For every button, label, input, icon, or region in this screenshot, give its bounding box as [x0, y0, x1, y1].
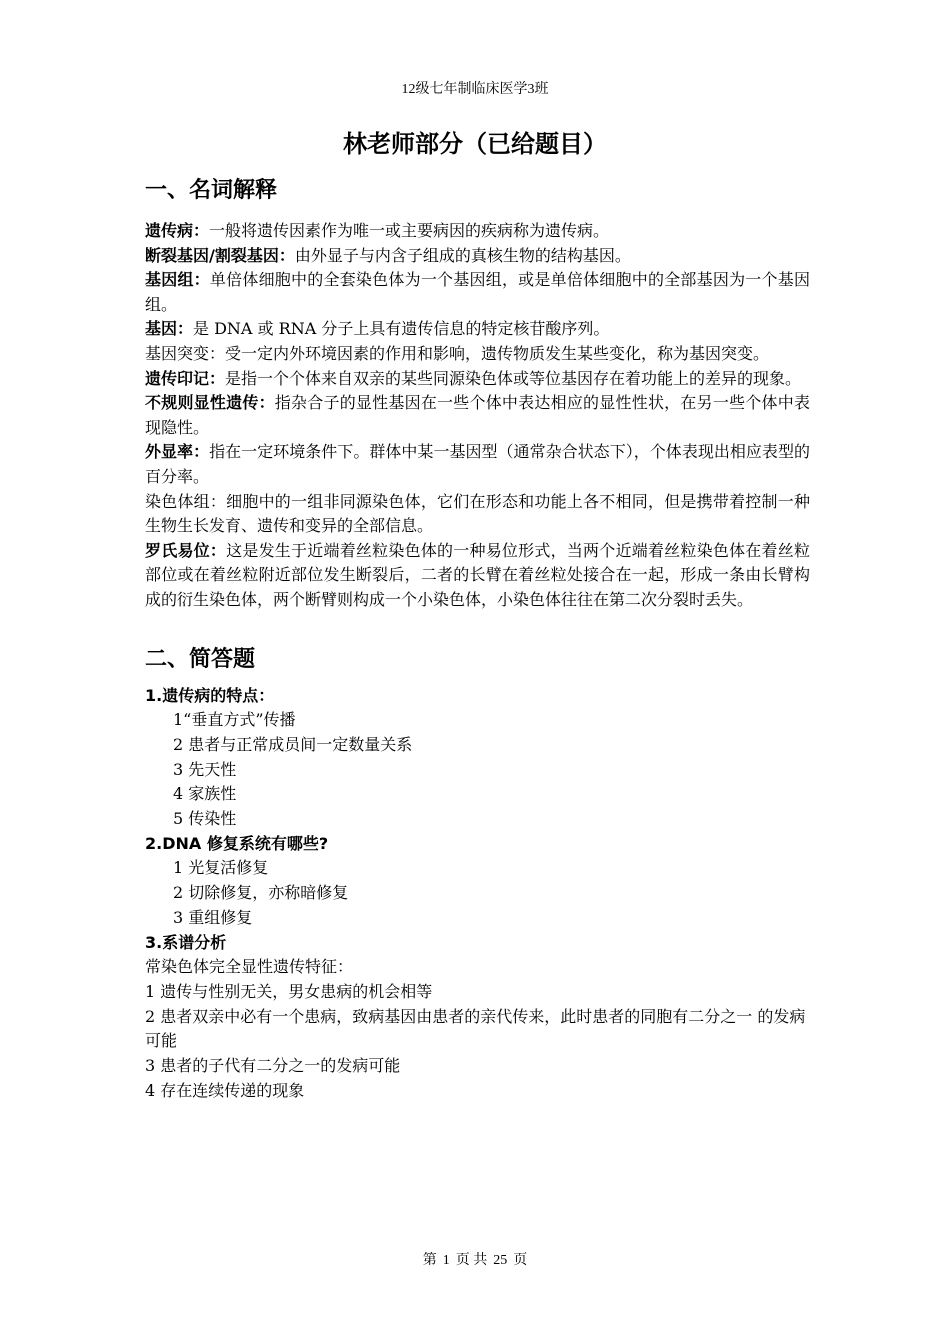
footer-mid: 页 共 [455, 1253, 488, 1268]
term-entry [145, 539, 810, 613]
answer-item: 4 家族性 [173, 784, 237, 804]
answer-item: 1“垂直方式”传播 [173, 710, 296, 730]
page-total: 25 [493, 1253, 508, 1268]
term-definition: 一般将遗传因素作为唯一或主要病因的疾病称为遗传病。 [209, 221, 610, 240]
footer-prefix: 第 [422, 1253, 437, 1268]
term-entry [145, 391, 810, 440]
term-definition: 指杂合子的显性基因在一些个体中表达相应的显性性状，在另一些个体中表现隐性。 [145, 393, 810, 437]
question-pedigree [145, 931, 810, 1104]
footer-suffix: 页 [513, 1253, 528, 1268]
section-heading-short-answer: 二、简答题 [145, 646, 256, 672]
definitions-list [145, 219, 810, 613]
question-dna-repair [145, 832, 810, 931]
term-entry [145, 342, 810, 367]
term-definition: 基因突变：受一定内外环境因素的作用和影响，遗传物质发生某些变化，称为基因突变。 [145, 343, 770, 363]
term-entry [145, 440, 810, 489]
term-label: 不规则显性遗传： [145, 393, 275, 413]
page-number: 1 [442, 1253, 450, 1268]
term-definition: 这是发生于近端着丝粒染色体的一种易位形式，当两个近端着丝粒染色体在着丝粒部位或在着丝粒附近部位发生断裂后，二者的长臂在着丝粒处接合在一起，形成一条由长臂构成的衍生染色体，两个断臂则构成一个小染色体，小染色体往往在第二次分裂时丢失。 [145, 540, 810, 609]
term-entry [145, 244, 810, 269]
answer-item: 3 重组修复 [173, 907, 253, 927]
term-label: 基因组： [145, 270, 210, 290]
answer-item: 1 遗传与性别无关，男女患病的机会相等 [145, 981, 433, 1001]
answer-item: 5 传染性 [173, 809, 237, 829]
page-footer [0, 1249, 950, 1269]
section-heading-definitions: 一、名词解释 [145, 178, 278, 203]
answer-item: 2 切除修复，亦称暗修复 [173, 883, 349, 903]
question-title: 1.遗传病的特点： [145, 685, 275, 705]
answer-item: 3 患者的子代有二分之一的发病可能 [145, 1056, 401, 1076]
term-definition: 由外显子与内含子组成的真核生物的结构基因。 [294, 245, 631, 265]
term-label: 遗传病： [145, 221, 210, 240]
term-entry [145, 317, 810, 342]
term-definition: 单倍体细胞中的全套染色体为一个基因组，或是单倍体细胞中的全部基因为一个基因组。 [145, 270, 810, 314]
page-title: 林老师部分（已给题目） [343, 130, 607, 158]
term-entry [145, 219, 810, 244]
term-definition: 指在一定环境条件下。群体中某一基因型（通常杂合状态下），个体表现出相应表型的百分率。 [145, 442, 810, 486]
term-label: 罗氏易位： [145, 540, 227, 560]
term-entry [145, 268, 810, 317]
term-label: 断裂基因/割裂基因： [145, 245, 295, 265]
page-header: 12级七年制临床医学3班 [401, 82, 549, 97]
answer-item: 4 存在连续传递的现象 [145, 1080, 305, 1100]
term-entry [145, 490, 810, 539]
question-title: 3.系谱分析 [145, 932, 227, 952]
term-label: 外显率： [145, 442, 210, 462]
answer-item: 2 患者与正常成员间一定数量关系 [173, 734, 413, 754]
term-label: 基因： [145, 319, 194, 339]
term-label: 遗传印记： [145, 368, 226, 388]
term-entry [145, 367, 810, 392]
term-definition: 是 DNA 或 RNA 分子上具有遗传信息的特定核苷酸序列。 [193, 319, 610, 339]
document-body [145, 173, 810, 1103]
question-title: 2.DNA 修复系统有哪些? [145, 833, 329, 853]
answer-item: 2 患者双亲中必有一个患病，致病基因由患者的亲代传来，此时患者的同胞有二分之一 的发病可能 [145, 1006, 806, 1051]
answer-intro: 常染色体完全显性遗传特征： [145, 957, 354, 977]
term-definition: 是指一个个体来自双亲的某些同源染色体或等位基因存在着功能上的差异的现象。 [225, 368, 802, 388]
question-genetic-disease [145, 684, 810, 832]
term-definition: 染色体组：细胞中的一组非同源染色体，它们在形态和功能上各不相同，但是携带着控制一种生物生长发育、遗传和变异的全部信息。 [145, 491, 810, 536]
answer-item: 3 先天性 [173, 759, 237, 779]
answer-item: 1 光复活修复 [173, 858, 269, 878]
